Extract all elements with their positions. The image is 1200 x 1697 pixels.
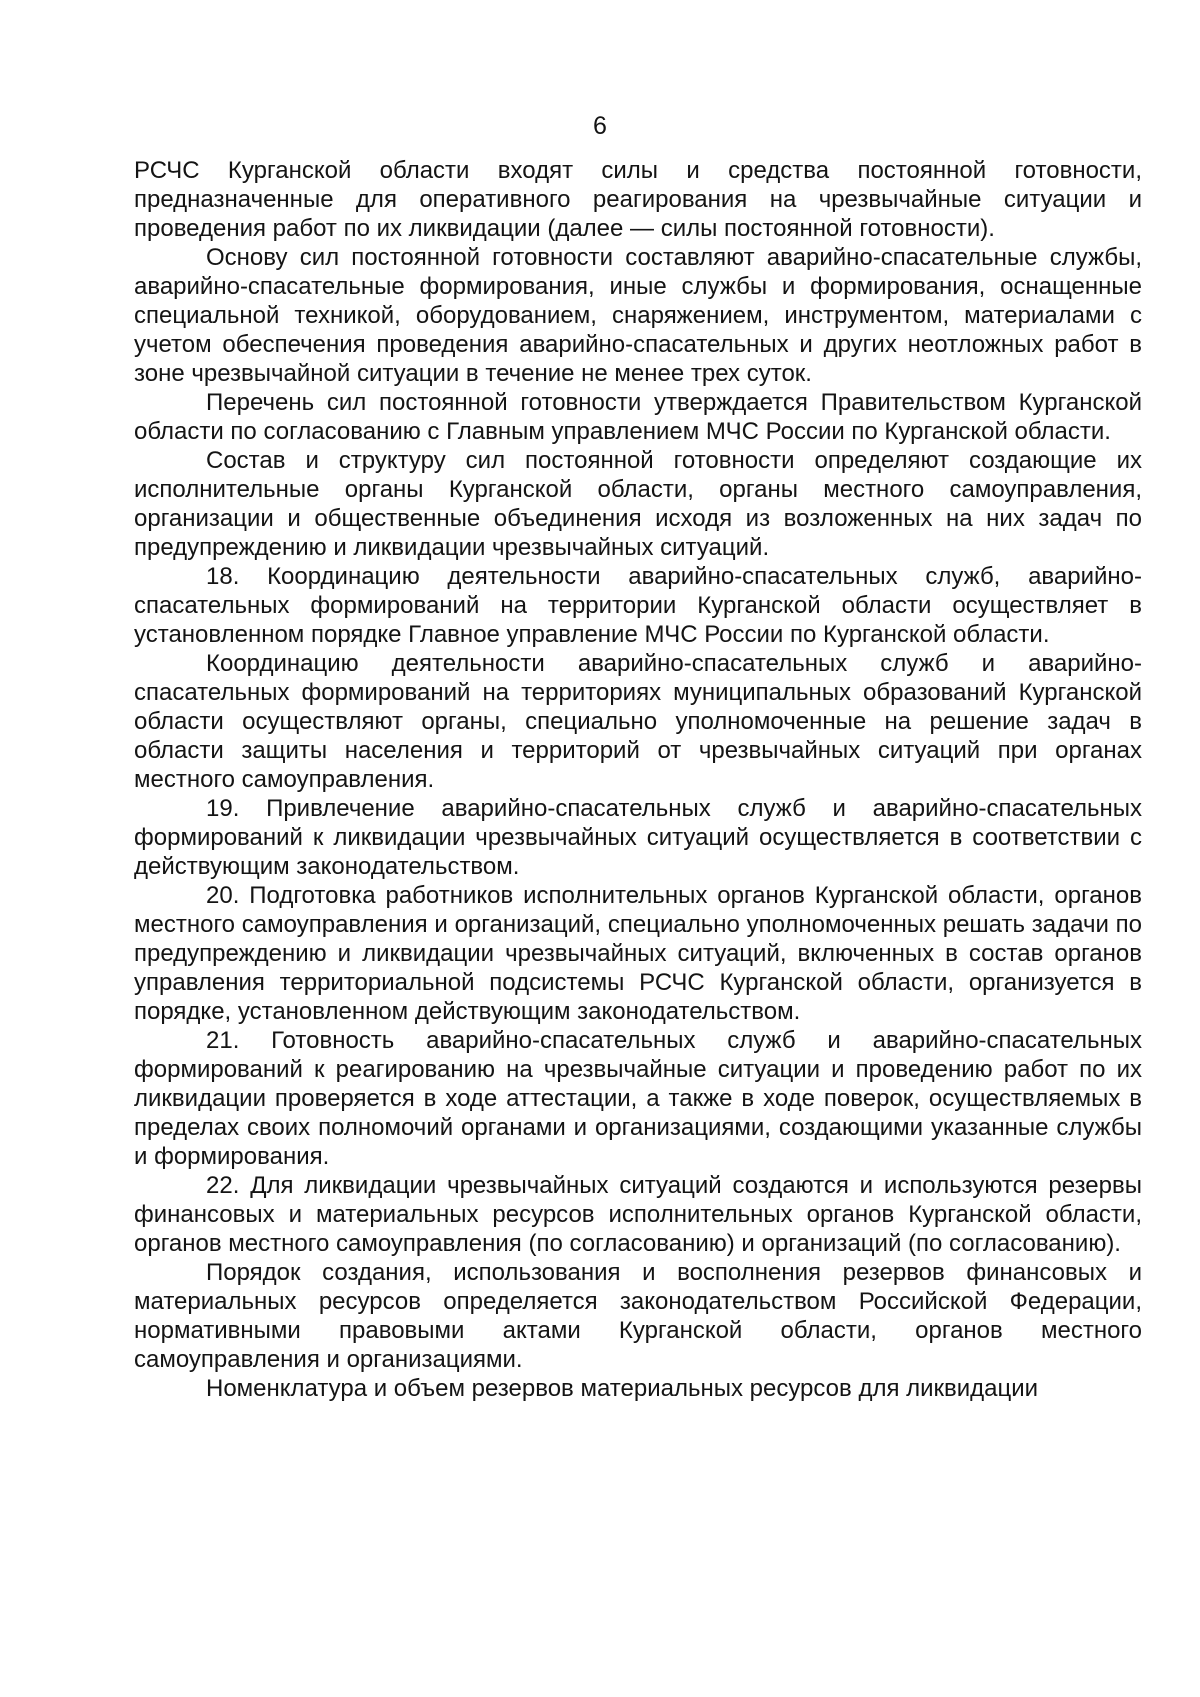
paragraph-forces-basis: Основу сил постоянной готовности составляют аварийно-спасательные службы, аварийно-спасательные формирования, иные службы и формирования, оснащенные специальной техникой, оборудованием, снаряжением, инструментом, материалами с учетом обеспечения проведения аварийно-спасательных и других неотложных работ в зоне чрезвычайной ситуации в течение не менее трех суток. [134,244,1142,387]
paragraph-continuation: РСЧС Курганской области входят силы и средства постоянной готовности, предназначенные для оперативного реагирования на чрезвычайные ситуации и проведения работ по их ликвидации (далее — силы постоянной готовности). [134,157,1142,242]
paragraph-item-20: 20. Подготовка работников исполнительных органов Курганской области, органов местного самоуправления и организаций, специально уполномоченных решать задачи по предупреждению и ликвидации чрезвычайных ситуаций, включенных в состав органов управления территориальной подсистемы РСЧС Курганской области, организуется в порядке, установленном действующим законодательством. [134,882,1142,1025]
paragraph-item-18: 18. Координацию деятельности аварийно-спасательных служб, аварийно-спасательных формирований на территории Курганской области осуществляет в установленном порядке Главное управление МЧС России по Курганской области. [134,563,1142,648]
paragraph-item-19: 19. Привлечение аварийно-спасательных служб и аварийно-спасательных формирований к ликвидации чрезвычайных ситуаций осуществляется в соответствии с действующим законодательством. [134,795,1142,880]
document-body [134,156,1142,1403]
paragraph-reserves-procedure: Порядок создания, использования и восполнения резервов финансовых и материальных ресурсов определяется законодательством Российской Федерации, нормативными правовыми актами Курганской области, органов местного самоуправления и организациями. [134,1259,1142,1373]
paragraph-coordination-municipal: Координацию деятельности аварийно-спасательных служб и аварийно-спасательных формирований на территориях муниципальных образований Курганской области осуществляют органы, специально уполномоченные на решение задач в области защиты населения и территорий от чрезвычайных ситуаций при органах местного самоуправления. [134,650,1142,793]
paragraph-forces-structure: Состав и структуру сил постоянной готовности определяют создающие их исполнительные органы Курганской области, органы местного самоуправления, организации и общественные объединения исходя из возложенных на них задач по предупреждению и ликвидации чрезвычайных ситуаций. [134,447,1142,561]
paragraph-forces-list: Перечень сил постоянной готовности утверждается Правительством Курганской области по согласованию с Главным управлением МЧС России по Курганской области. [134,389,1142,445]
paragraph-item-21: 21. Готовность аварийно-спасательных служб и аварийно-спасательных формирований к реагированию на чрезвычайные ситуации и проведению работ по их ликвидации проверяется в ходе аттестации, а также в ходе поверок, осуществляемых в пределах своих полномочий органами и организациями, создающими указанные службы и формирования. [134,1027,1142,1170]
paragraph-item-22: 22. Для ликвидации чрезвычайных ситуаций создаются и используются резервы финансовых и материальных ресурсов исполнительных органов Курганской области, органов местного самоуправления (по согласованию) и организаций (по согласованию). [134,1172,1142,1257]
paragraph-reserves-nomenclature: Номенклатура и объем резервов материальных ресурсов для ликвидации [206,1375,1039,1402]
page-number: 6 [593,112,607,140]
